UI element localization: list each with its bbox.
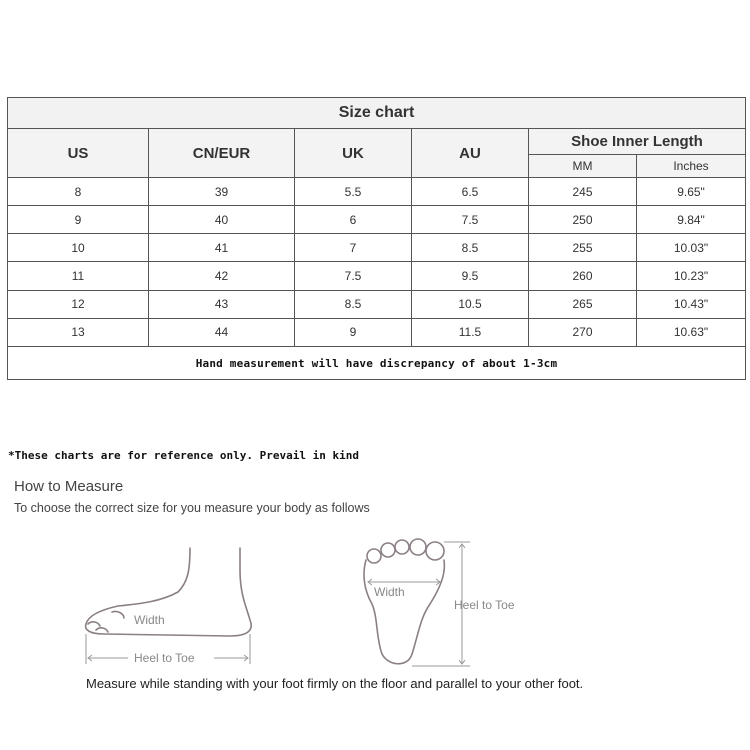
cell-us: 11 [8, 262, 149, 290]
cell-cn-eur: 42 [149, 262, 295, 290]
table-row [8, 290, 746, 318]
cell-inches: 10.03" [637, 234, 746, 262]
cell-au: 7.5 [412, 206, 529, 234]
cell-us: 13 [8, 318, 149, 346]
cell-inches: 10.63" [637, 318, 746, 346]
cell-inches: 9.84" [637, 206, 746, 234]
cell-uk: 7.5 [295, 262, 412, 290]
cell-us: 10 [8, 234, 149, 262]
cell-mm: 265 [529, 290, 637, 318]
cell-au: 10.5 [412, 290, 529, 318]
side-width-label: Width [134, 613, 165, 627]
foot-side-view [86, 548, 252, 636]
toe-3 [395, 540, 409, 554]
foot-measurement-diagram [0, 530, 750, 670]
table-row [8, 234, 746, 262]
measurement-discrepancy-note: Hand measurement will have discrepancy of about 1-3cm [8, 347, 746, 380]
toe-2 [381, 543, 395, 557]
foot-top-view [364, 539, 444, 664]
header-au: AU [412, 129, 529, 178]
table-row [8, 206, 746, 234]
cell-au: 11.5 [412, 318, 529, 346]
side-length-label: Heel to Toe [134, 651, 195, 665]
cell-uk: 8.5 [295, 290, 412, 318]
cell-au: 9.5 [412, 262, 529, 290]
toe-1 [367, 549, 381, 563]
table-row [8, 262, 746, 290]
foot-top-outline [364, 560, 444, 664]
cell-cn-eur: 44 [149, 318, 295, 346]
size-chart-table [7, 97, 746, 380]
cell-mm: 255 [529, 234, 637, 262]
header-uk: UK [295, 129, 412, 178]
how-to-measure-title: How to Measure [14, 478, 124, 495]
reference-note: *These charts are for reference only. Prevail in kind [8, 449, 359, 462]
size-chart-title: Size chart [8, 98, 746, 129]
cell-cn-eur: 39 [149, 178, 295, 206]
cell-inches: 9.65" [637, 178, 746, 206]
cell-uk: 9 [295, 318, 412, 346]
cell-uk: 6 [295, 206, 412, 234]
cell-uk: 5.5 [295, 178, 412, 206]
cell-mm: 260 [529, 262, 637, 290]
top-width-label: Width [374, 585, 405, 599]
header-inches: Inches [637, 155, 746, 178]
how-to-measure-subtitle: To choose the correct size for you measure your body as follows [14, 501, 370, 515]
cell-inches: 10.43" [637, 290, 746, 318]
cell-us: 12 [8, 290, 149, 318]
cell-mm: 245 [529, 178, 637, 206]
cell-us: 9 [8, 206, 149, 234]
size-chart [7, 97, 745, 380]
cell-au: 8.5 [412, 234, 529, 262]
cell-cn-eur: 43 [149, 290, 295, 318]
cell-uk: 7 [295, 234, 412, 262]
cell-inches: 10.23" [637, 262, 746, 290]
cell-us: 8 [8, 178, 149, 206]
cell-mm: 270 [529, 318, 637, 346]
cell-au: 6.5 [412, 178, 529, 206]
table-row [8, 178, 746, 206]
header-mm: MM [529, 155, 637, 178]
header-shoe-inner-length: Shoe Inner Length [529, 129, 746, 155]
header-us: US [8, 129, 149, 178]
header-cn-eur: CN/EUR [149, 129, 295, 178]
toe-5 [426, 542, 444, 560]
cell-cn-eur: 41 [149, 234, 295, 262]
measure-instruction: Measure while standing with your foot firmly on the floor and parallel to your other foot. [86, 676, 584, 691]
foot-side-outline [86, 548, 252, 636]
top-length-label: Heel to Toe [454, 598, 515, 612]
table-row [8, 318, 746, 346]
cell-cn-eur: 40 [149, 206, 295, 234]
toe-4 [410, 539, 426, 555]
cell-mm: 250 [529, 206, 637, 234]
